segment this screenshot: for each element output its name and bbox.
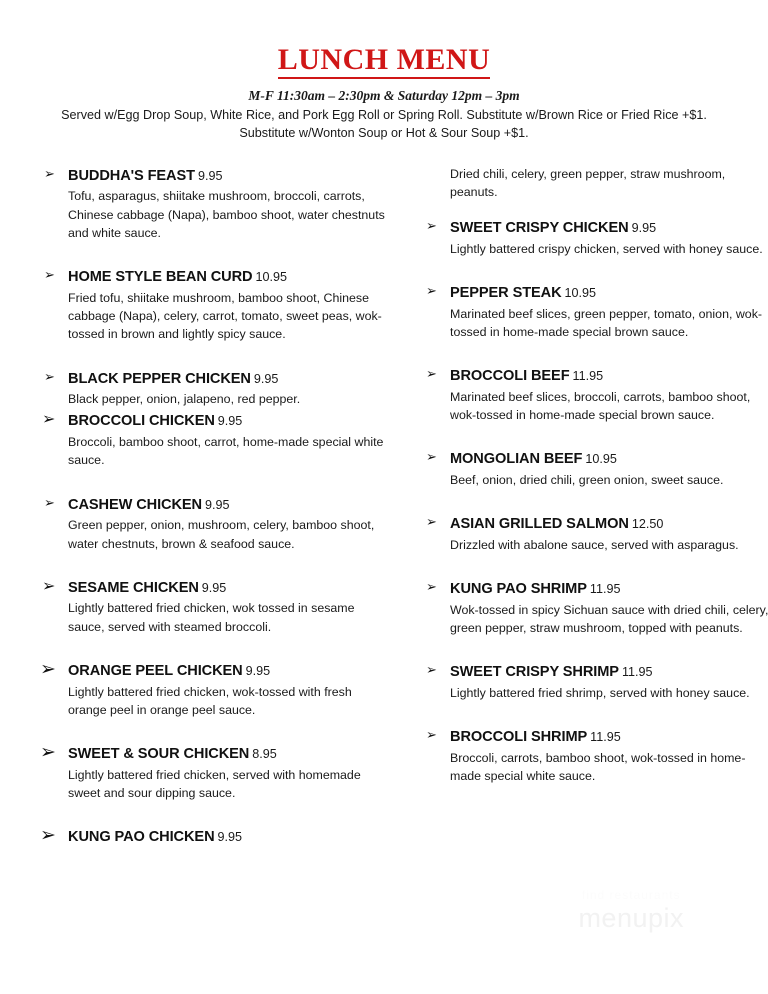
menu-item-price: 9.95 — [245, 663, 271, 678]
menu-item-name: CASHEW CHICKEN — [68, 496, 202, 513]
menu-item-heading — [68, 577, 392, 599]
page-title: LUNCH MENU — [278, 44, 491, 79]
menu-item-description: Drizzled with abalone sauce, served with asparagus. — [450, 538, 739, 553]
menu-item-name: BUDDHA'S FEAST — [68, 167, 195, 184]
menu-item-price: 9.95 — [201, 580, 227, 595]
served-with-note-line-2: Substitute w/Wonton Soup or Hot & Sour Soup +$1. — [239, 125, 529, 140]
menu-item-heading — [68, 410, 392, 432]
menu-item-sweet-crispy-shrimp — [422, 661, 768, 702]
menu-item-description: Lightly battered crispy chicken, served with honey sauce. — [450, 241, 763, 256]
menu-item-name: ORANGE PEEL CHICKEN — [68, 662, 243, 679]
menu-item-name: BROCCOLI BEEF — [450, 368, 570, 385]
watermark-brand: menupix — [578, 903, 684, 933]
menu-item-cashew-chicken — [40, 494, 392, 553]
menu-item-name: MONGOLIAN BEEF — [450, 451, 583, 468]
menu-item-asian-grilled-salmon — [422, 513, 768, 554]
menu-item-name: KUNG PAO SHRIMP — [450, 581, 587, 598]
arrow-bullet-icon: ➢ — [426, 283, 437, 299]
menu-item-description: Lightly battered fried chicken, served with homemade sweet and sour dipping sauce. — [68, 767, 361, 800]
menu-item-price: 10.95 — [585, 452, 617, 467]
menu-item-description: Black pepper, onion, jalapeno, red pepper. — [68, 392, 301, 407]
arrow-bullet-icon: ➢ — [40, 658, 56, 680]
menu-item-orange-peel-chicken — [40, 660, 392, 719]
menu-column-left — [34, 165, 392, 865]
menu-item-sweet-crispy-chicken — [422, 217, 768, 258]
arrow-bullet-icon: ➢ — [40, 742, 56, 764]
menu-item-description-continued: Dried chili, celery, green pepper, straw mushroom, peanuts. — [450, 166, 726, 199]
menu-item-price: 8.95 — [252, 747, 277, 762]
menu-item-price: 9.95 — [217, 830, 243, 845]
menu-item-home-style-bean-curd — [40, 266, 392, 343]
menu-item-price: 9.95 — [205, 497, 230, 512]
menu-item-name: BROCCOLI SHRIMP — [450, 729, 588, 746]
menu-item-broccoli-shrimp — [422, 726, 768, 785]
menu-item-heading — [450, 448, 768, 470]
menu-item-name: SWEET CRISPY SHRIMP — [450, 664, 619, 681]
menu-item-sesame-chicken — [40, 577, 392, 636]
menu-item-heading — [68, 165, 392, 187]
arrow-bullet-icon: ➢ — [426, 514, 437, 530]
menu-item-name: KUNG PAO CHICKEN — [68, 829, 215, 846]
menu-item-description: Broccoli, bamboo shoot, carrot, home-made special white sauce. — [68, 435, 384, 468]
menu-item-heading — [68, 494, 392, 516]
menu-item-price: 10.95 — [255, 270, 287, 285]
menu-item-description: Tofu, asparagus, shiitake mushroom, broccoli, carrots, Chinese cabbage (Napa), bamboo shoot, water chestnuts and white sauce. — [68, 189, 385, 240]
menu-item-description: Lightly battered fried chicken, wok tossed in sesame sauce, served with steamed broccoli. — [68, 601, 355, 634]
menu-item-name: PEPPER STEAK — [450, 285, 562, 302]
menu-item-price: 9.95 — [197, 168, 223, 183]
menu-item-heading — [450, 365, 768, 387]
menu-item-broccoli-chicken — [40, 410, 392, 469]
arrow-bullet-icon: ➢ — [42, 411, 56, 429]
menu-column-right — [416, 165, 768, 803]
menu-item-name: SWEET & SOUR CHICKEN — [68, 746, 250, 763]
arrow-bullet-icon: ➢ — [42, 577, 56, 595]
menu-item-description: Lightly battered fried chicken, wok-tossed with fresh orange peel in orange peel sauce. — [68, 684, 352, 717]
menu-item-heading — [68, 368, 392, 390]
menu-item-price: 11.95 — [590, 730, 621, 745]
menu-item-name: BROCCOLI CHICKEN — [68, 413, 215, 430]
menu-item-description: Marinated beef slices, green pepper, tomato, onion, wok-tossed in home-made special brown sauce. — [450, 306, 763, 340]
menu-item-heading — [450, 282, 768, 304]
menu-item-price: 9.95 — [253, 371, 279, 386]
menu-item-heading — [450, 661, 768, 683]
menu-item-pepper-steak — [422, 282, 768, 341]
arrow-bullet-icon: ➢ — [44, 368, 55, 384]
watermark-tagline: find restaurants — [581, 888, 681, 902]
menu-item-sweet-and-sour-chicken — [40, 743, 392, 802]
menu-item-name: HOME STYLE BEAN CURD — [68, 269, 253, 286]
menu-item-heading — [450, 513, 768, 535]
arrow-bullet-icon: ➢ — [44, 165, 55, 181]
menu-item-description: Broccoli, carrots, bamboo shoot, wok-tossed in home-made special white sauce. — [450, 751, 746, 784]
menu-item-price: 11.95 — [589, 582, 621, 597]
menu-item-heading — [450, 578, 768, 600]
served-with-note-line-1: Served w/Egg Drop Soup, White Rice, and Pork Egg Roll or Spring Roll. Substitute w/Brown Rice or Fried Rice +$1. — [61, 107, 707, 122]
menu-item-description: Lightly battered fried shrimp, served with honey sauce. — [450, 686, 750, 701]
menu-item-name: ASIAN GRILLED SALMON — [450, 516, 629, 533]
menu-item-description: Marinated beef slices, broccoli, carrots, bamboo shoot, wok-tossed in home-made special brown sauce. — [450, 389, 751, 423]
arrow-bullet-icon: ➢ — [44, 267, 55, 283]
menu-item-kung-pao-shrimp — [422, 578, 768, 637]
menu-item-heading — [68, 266, 392, 288]
menu-item-buddhas-feast — [40, 165, 392, 242]
service-hours: M-F 11:30am – 2:30pm & Saturday 12pm – 3pm — [248, 87, 520, 103]
menu-item-description: Green pepper, onion, mushroom, celery, bamboo shoot, water chestnuts, brown & seafood sauce. — [68, 518, 375, 551]
menu-item-price: 11.95 — [572, 369, 604, 384]
menu-item-description: Wok-tossed in spicy Sichuan sauce with dried chili, celery, green pepper, straw mushroom, topped with peanuts. — [450, 602, 768, 636]
menu-item-price: 9.95 — [631, 221, 657, 236]
menu-item-price: 10.95 — [564, 286, 597, 301]
menu-item-black-pepper-chicken — [40, 368, 392, 409]
watermark — [578, 889, 684, 932]
menu-item-price: 12.50 — [631, 517, 664, 532]
menu-item-description: Beef, onion, dried chili, green onion, sweet sauce. — [450, 473, 724, 488]
arrow-bullet-icon: ➢ — [40, 825, 56, 847]
menu-item-heading — [68, 743, 392, 765]
menu-item-name: BLACK PEPPER CHICKEN — [68, 370, 251, 387]
menu-item-heading — [68, 660, 392, 682]
arrow-bullet-icon: ➢ — [44, 494, 55, 510]
menu-columns — [34, 165, 768, 865]
arrow-bullet-icon: ➢ — [426, 218, 437, 234]
menu-item-description: Fried tofu, shiitake mushroom, bamboo shoot, Chinese cabbage (Napa), celery, carrot, tomato, sweet peas, wok-tossed in brown and lightly spicy sauce. — [68, 290, 382, 342]
menu-item-broccoli-beef — [422, 365, 768, 424]
arrow-bullet-icon: ➢ — [426, 449, 437, 465]
arrow-bullet-icon: ➢ — [426, 579, 437, 595]
menu-item-kung-pao-chicken — [40, 826, 392, 848]
menu-item-heading — [450, 217, 768, 239]
menu-header — [34, 44, 734, 143]
menu-item-price: 11.95 — [621, 665, 653, 680]
menu-item-name: SWEET CRISPY CHICKEN — [450, 220, 629, 237]
arrow-bullet-icon: ➢ — [426, 366, 437, 382]
menu-item-name: SESAME CHICKEN — [68, 579, 199, 596]
menu-item-heading — [68, 826, 392, 848]
arrow-bullet-icon: ➢ — [426, 727, 437, 743]
menu-item-price: 9.95 — [217, 414, 243, 429]
menu-item-mongolian-beef — [422, 448, 768, 489]
menu-item-heading — [450, 726, 768, 748]
arrow-bullet-icon: ➢ — [426, 662, 437, 678]
